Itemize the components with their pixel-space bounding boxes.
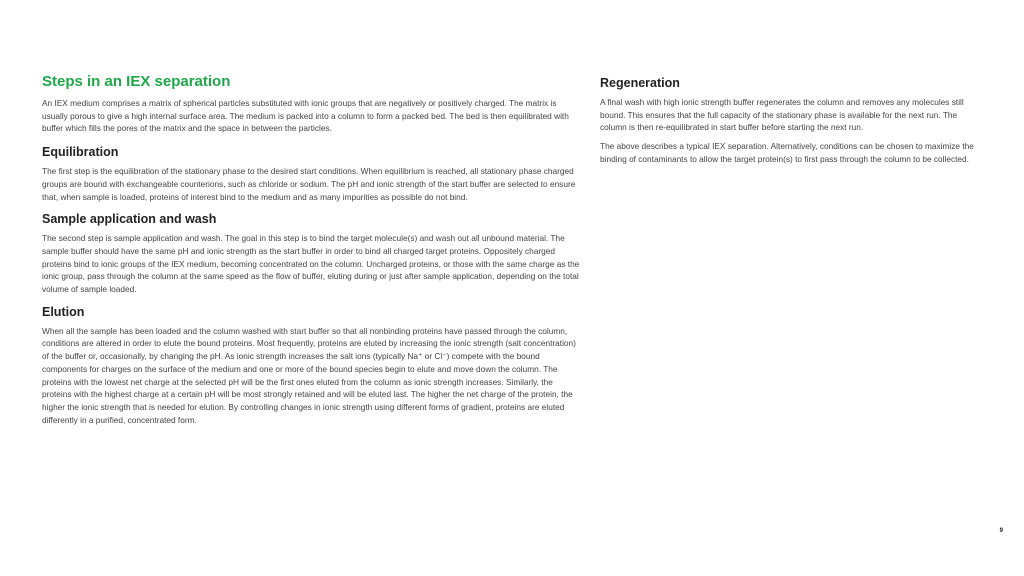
summary-paragraph: The above describes a typical IEX separation. Alternatively, conditions can be chosen to maximize the binding of contaminants to allow the target protein(s) to first pass through the column to be collected.: [600, 141, 974, 164]
elution-paragraph: When all the sample has been loaded and the column washed with start buffer so that all nonbinding proteins have passed through the column, conditions are altered in order to elute the bound proteins. Most frequently, proteins are eluted by increasing the ionic strength (salt concentration) of the buffer or, occasionally, by changing the pH. As ionic strength increases the salt ions (typically Na⁺ or Cl⁻) compete with the bound components for charges on the surface of the medium and one or more of the bound species begin to elute and move down the column. The proteins with the lowest net charge at the selected pH will be the first ones eluted from the column as ionic strength increases. Similarly, the proteins with the highest charge at a certain pH will be most strongly retained and will be eluted last. The higher the net charge of the protein, the higher the ionic strength that is needed for elution. By controlling changes in ionic strength using different forms of gradient, proteins are eluted differently in a purified, concentrated form.: [42, 325, 576, 425]
page-title: Steps in an IEX separation: [42, 73, 231, 90]
intro-section: [42, 97, 584, 135]
left-column: [42, 72, 584, 434]
sample-application-paragraph: The second step is sample application and wash. The goal in this step is to bind the target molecule(s) and wash out all unbound material. The sample buffer should have the same pH and ionic strength as the start buffer in order to bind all charged target proteins. Oppositely charged proteins bind to ionic groups of the IEX medium, becoming concentrated on the column. Uncharged proteins, or those with the same charge as the ionic group, pass through the column at the same speed as the flow of buffer, eluting during or just after sample application, depending on the total volume of sample loaded.: [42, 233, 580, 295]
equilibration-heading: Equilibration: [42, 145, 119, 160]
sample-application-section: [42, 211, 584, 296]
sample-application-heading: Sample application and wash: [42, 212, 217, 227]
regeneration-paragraph: A final wash with high ionic strength buffer regenerates the column and removes any molecules still bound. This ensures that the full capacity of the stationary phase is available for the next run. The column is then re-equilibrated in start buffer before starting the next run.: [600, 97, 964, 133]
elution-heading: Elution: [42, 304, 85, 319]
right-column: [600, 75, 986, 166]
regeneration-heading: Regeneration: [600, 76, 680, 90]
intro-paragraph: An IEX medium comprises a matrix of spherical particles substituted with ionic groups that are negatively or positively charged. The matrix is usually porous to give a high internal surface area. The medium is packed into a column to form a packed bed. The bed is then equilibrated with buffer which fills the pores of the matrix and the space in between the particles.: [42, 98, 569, 134]
equilibration-paragraph: The first step is the equilibration of the stationary phase to the desired start conditions. When equilibrium is reached, all stationary phase charged groups are bound with exchangeable counterions, such as chloride or sodium. The pH and ionic strength of the start buffer are selected to ensure that, when sample is loaded, proteins of interest bind to the medium and as many impurities as possible do not bind.: [42, 166, 576, 202]
page-number: 9: [999, 528, 1003, 534]
equilibration-section: [42, 144, 584, 203]
elution-section: [42, 304, 584, 427]
